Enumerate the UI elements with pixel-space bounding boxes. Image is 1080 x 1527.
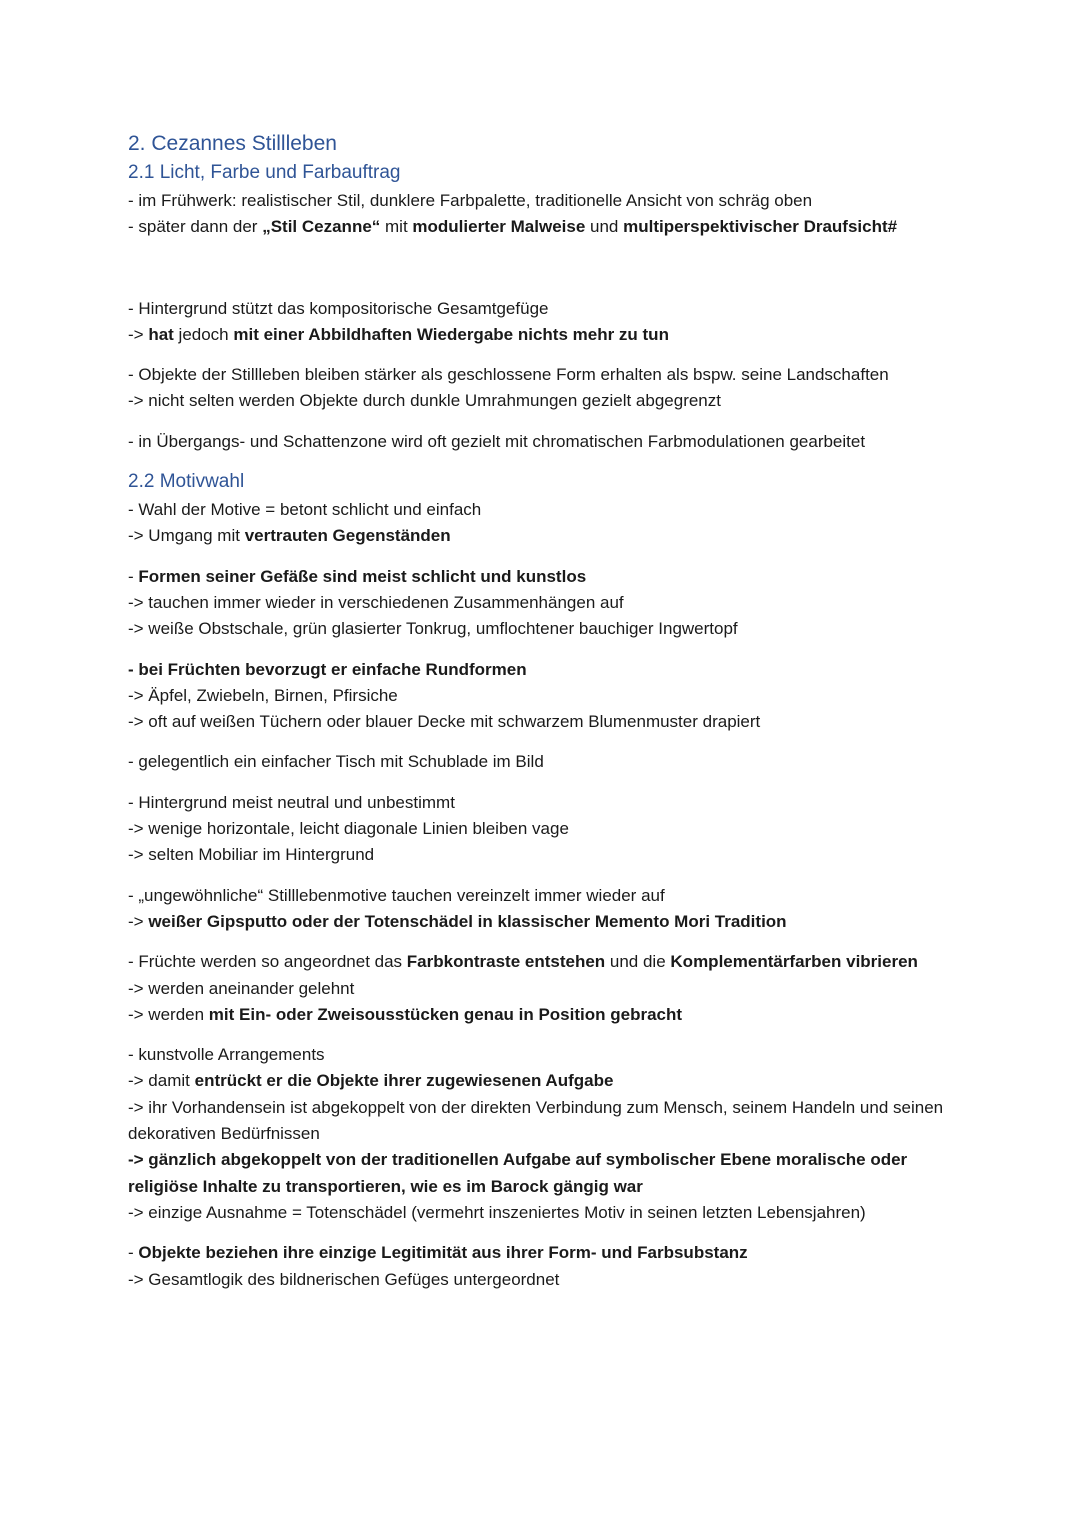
text-line: -> gänzlich abgekoppelt von der traditionellen Aufgabe auf symbolischer Ebene moralische oder religiöse Inhalte zu transportieren, wie es im Barock gängig war [128, 1150, 908, 1196]
text-line: - Hintergrund meist neutral und unbestimmt [128, 792, 455, 812]
text-line: - später dann der „Stil Cezanne“ mit modulierter Malweise und multiperspektivischer Draufsicht# [128, 217, 898, 237]
text-line: -> weiße Obstschale, grün glasierter Tonkrug, umflochtener bauchiger Ingwertopf [128, 619, 738, 639]
text-line: -> damit entrückt er die Objekte ihrer zugewiesenen Aufgabe [128, 1071, 614, 1091]
text-line: - Wahl der Motive = betont schlicht und einfach [128, 500, 482, 520]
text-line: -> weißer Gipsputto oder der Totenschädel in klassischer Memento Mori Tradition [128, 911, 787, 931]
text-line: -> Gesamtlogik des bildnerischen Gefüges untergeordnet [128, 1269, 560, 1289]
text-line: - „ungewöhnliche“ Stilllebenmotive tauchen vereinzelt immer wieder auf [128, 885, 665, 905]
text-line: - im Frühwerk: realistischer Stil, dunklere Farbpalette, traditionelle Ansicht von schräg oben [128, 191, 813, 210]
heading-cezannes-stillleben: 2. Cezannes Stillleben [128, 132, 337, 155]
text-line: -> ihr Vorhandensein ist abgekoppelt von der direkten Verbindung zum Mensch, seinem Handeln und seinen dekorativen Bedürfnissen [128, 1097, 944, 1144]
text-line: -> hat jedoch mit einer Abbildhaften Wiedergabe nichts mehr zu tun [128, 324, 669, 344]
text-line: -> werden aneinander gelehnt [128, 978, 355, 998]
text-line: - Früchte werden so angeordnet das Farbkontraste entstehen und die Komplementärfarben vibrieren [128, 952, 918, 972]
text-line: - bei Früchten bevorzugt er einfache Rundformen [128, 659, 527, 679]
text-line: -> oft auf weißen Tüchern oder blauer Decke mit schwarzem Blumenmuster drapiert [128, 712, 761, 732]
text-line: - gelegentlich ein einfacher Tisch mit Schublade im Bild [128, 752, 544, 772]
text-line: - Formen seiner Gefäße sind meist schlicht und kunstlos [128, 566, 587, 586]
text-line: -> tauchen immer wieder in verschiedenen Zusammenhängen auf [128, 592, 624, 612]
text-line: - in Übergangs- und Schattenzone wird oft gezielt mit chromatischen Farbmodulationen gearbeitet [128, 431, 866, 451]
heading-motivwahl: 2.2 Motivwahl [128, 471, 245, 493]
text-line: -> selten Mobiliar im Hintergrund [128, 845, 375, 865]
text-line: -> Äpfel, Zwiebeln, Birnen, Pfirsiche [128, 685, 398, 705]
text-line: -> werden mit Ein- oder Zweisousstücken genau in Position gebracht [128, 1004, 683, 1024]
text-line: -> einzige Ausnahme = Totenschädel (vermehrt inszeniertes Motiv in seinen letzten Lebensjahren) [128, 1202, 866, 1222]
text-line: -> nicht selten werden Objekte durch dunkle Umrahmungen gezielt abgegrenzt [128, 391, 721, 411]
text-line: - Objekte beziehen ihre einzige Legitimität aus ihrer Form- und Farbsubstanz [128, 1243, 748, 1263]
text-line: -> wenige horizontale, leicht diagonale Linien bleiben vage [128, 819, 569, 839]
document-body [128, 130, 958, 1293]
heading-licht-farbe: 2.1 Licht, Farbe und Farbauftrag [128, 162, 401, 183]
text-line: -> Umgang mit vertrauten Gegenständen [128, 526, 451, 546]
text-line: - kunstvolle Arrangements [128, 1045, 325, 1065]
text-line: - Objekte der Stillleben bleiben stärker als geschlossene Form erhalten als bspw. seine Landschaften [128, 365, 889, 385]
text-line: - Hintergrund stützt das kompositorische Gesamtgefüge [128, 298, 549, 318]
